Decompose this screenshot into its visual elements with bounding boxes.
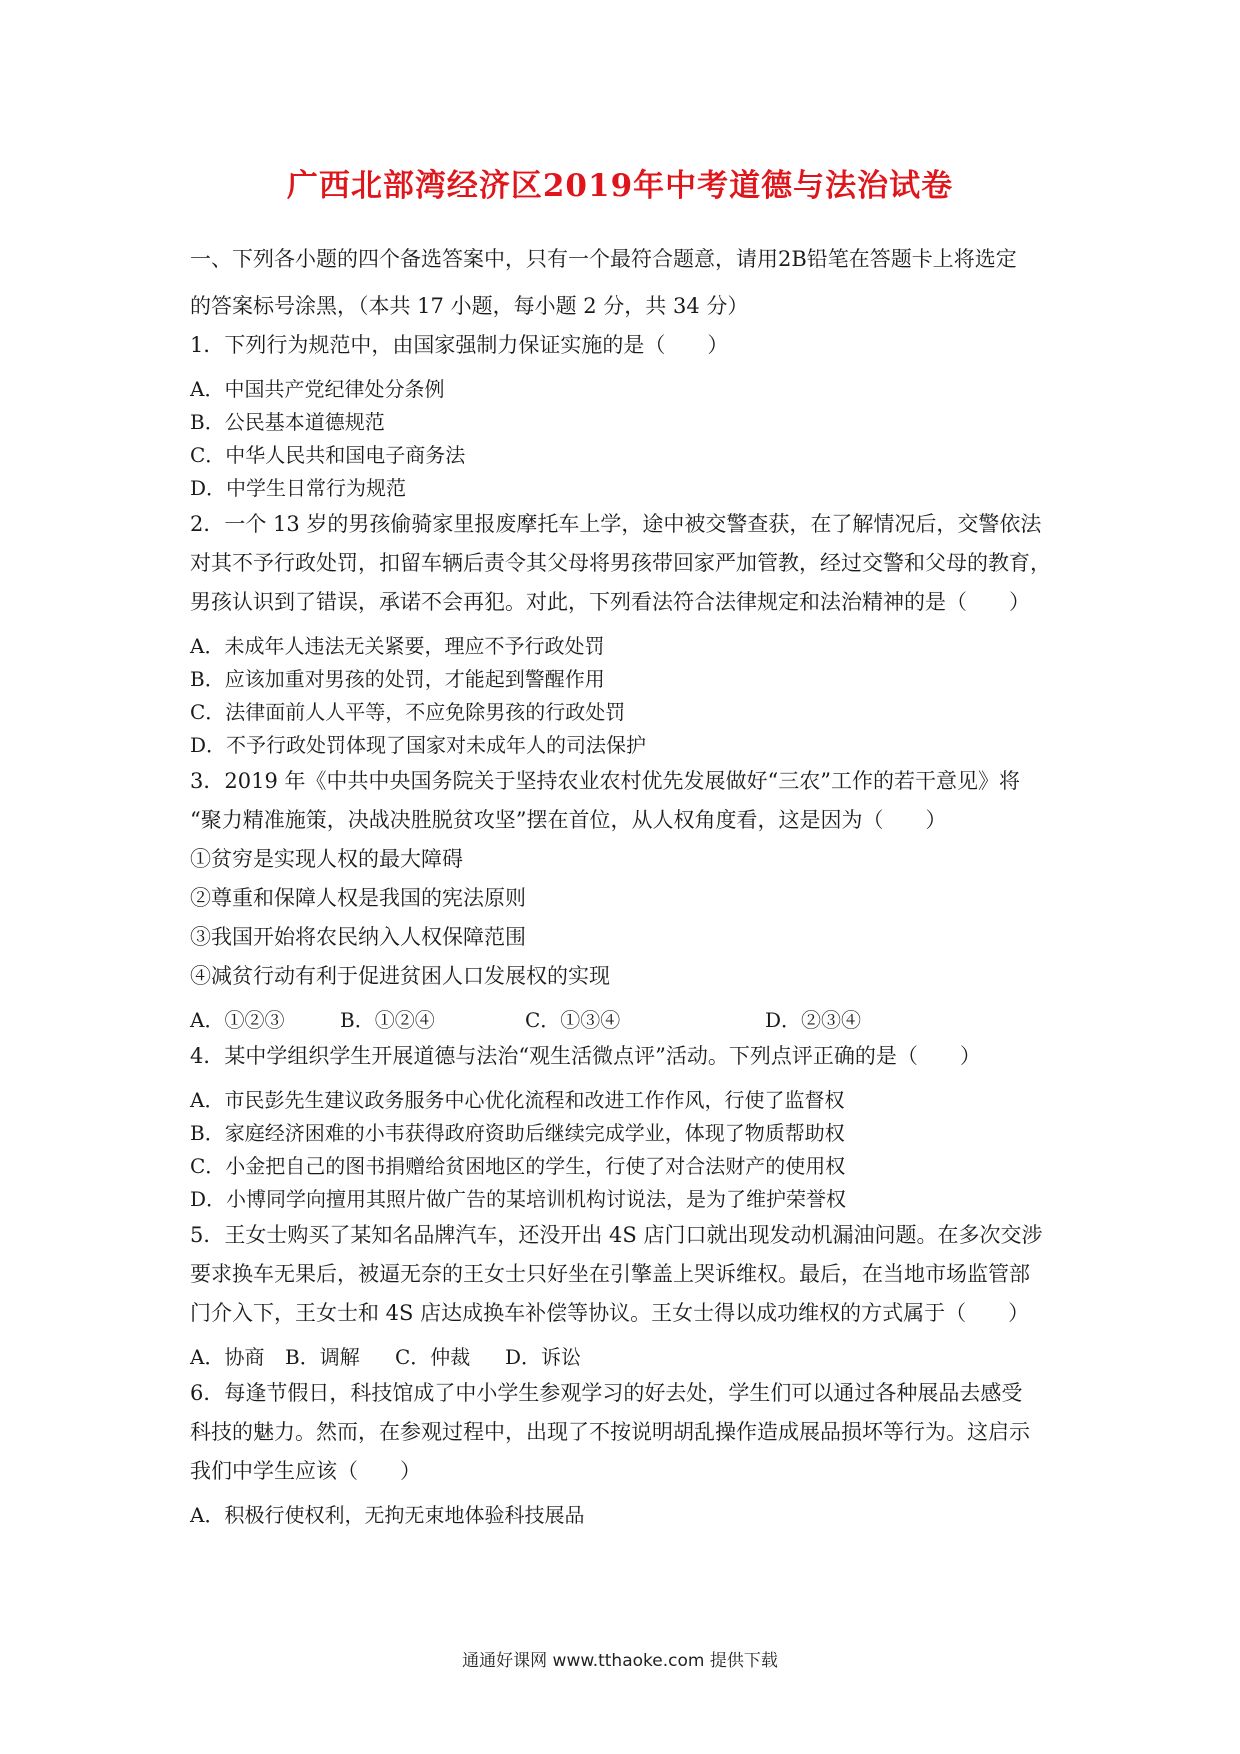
q3-options bbox=[190, 1004, 1060, 1037]
q6-option-a: A．积极行使权利，无拘无束地体验科技展品 bbox=[190, 1503, 585, 1527]
q2-option-d: D．不予行政处罚体现了国家对未成年人的司法保护 bbox=[190, 733, 647, 757]
q2-option-c: C．法律面前人人平等，不应免除男孩的行政处罚 bbox=[190, 700, 626, 724]
q4-stem: 4．某中学组织学生开展道德与法治“观生活微点评”活动。下列点评正确的是（ ） bbox=[190, 1044, 981, 1068]
q5-option-a: A．协商 bbox=[190, 1345, 265, 1369]
q5-stem-line1: 5．王女士购买了某知名品牌汽车，还没开出 4S 店门口就出现发动机漏油问题。在多次交涉 bbox=[190, 1223, 1043, 1247]
section-instruction-line1: 一、下列各小题的四个备选答案中，只有一个最符合题意，请用2B铅笔在答题卡上将选定 bbox=[190, 247, 1017, 271]
q2-stem-line3: 男孩认识到了错误，承诺不会再犯。对此，下列看法符合法律规定和法治精神的是（ ） bbox=[190, 590, 1030, 614]
q4-option-b: B．家庭经济困难的小韦获得政府资助后继续完成学业，体现了物质帮助权 bbox=[190, 1121, 845, 1145]
footer-source[interactable]: 通通好课网 www.tthaoke.com 提供下载 bbox=[462, 1651, 778, 1671]
q4-option-d: D．小博同学向擅用其照片做广告的某培训机构讨说法，是为了维护荣誉权 bbox=[190, 1187, 847, 1211]
q3-option-b: B．①②④ bbox=[340, 1008, 435, 1032]
q3-option-d: D．②③④ bbox=[765, 1008, 862, 1032]
q3-item-1: ①贫穷是实现人权的最大障碍 bbox=[190, 847, 463, 871]
exam-content bbox=[190, 240, 1060, 1532]
q3-option-a: A．①②③ bbox=[190, 1008, 285, 1032]
q5-stem-line3: 门介入下，王女士和 4S 店达成换车补偿等协议。王女士得以成功维权的方式属于（ ） bbox=[190, 1301, 1030, 1325]
q6-stem-line3: 我们中学生应该（ ） bbox=[190, 1459, 421, 1483]
q2-option-a: A．未成年人违法无关紧要，理应不予行政处罚 bbox=[190, 634, 605, 658]
q2-option-b: B．应该加重对男孩的处罚，才能起到警醒作用 bbox=[190, 667, 605, 691]
q5-option-b: B．调解 bbox=[285, 1345, 360, 1369]
q3-item-2: ②尊重和保障人权是我国的宪法原则 bbox=[190, 886, 526, 910]
q2-stem-line1: 2．一个 13 岁的男孩偷骑家里报废摩托车上学，途中被交警查获，在了解情况后，交警依法 bbox=[190, 512, 1042, 536]
q5-option-c: C．仲裁 bbox=[395, 1345, 471, 1369]
q5-option-d: D．诉讼 bbox=[505, 1345, 582, 1369]
q3-stem-line2: “聚力精准施策，决战决胜脱贫攻坚”摆在首位，从人权角度看，这是因为（ ） bbox=[190, 808, 947, 832]
q1-option-a: A．中国共产党纪律处分条例 bbox=[190, 377, 445, 401]
q1-option-c: C．中华人民共和国电子商务法 bbox=[190, 443, 466, 467]
q4-option-a: A．市民彭先生建议政务服务中心优化流程和改进工作作风，行使了监督权 bbox=[190, 1088, 845, 1112]
q1-stem: 1．下列行为规范中，由国家强制力保证实施的是（ ） bbox=[190, 333, 729, 357]
section-instruction-line2: 的答案标号涂黑，（本共 17 小题，每小题 2 分，共 34 分） bbox=[190, 294, 749, 318]
q2-stem-line2: 对其不予行政处罚，扣留车辆后责令其父母将男孩带回家严加管教，经过交警和父母的教育， bbox=[190, 551, 1051, 575]
q6-stem-line2: 科技的魅力。然而，在参观过程中，出现了不按说明胡乱操作造成展品损坏等行为。这启示 bbox=[190, 1420, 1030, 1444]
exam-title: 广西北部湾经济区2019年中考道德与法治试卷 bbox=[286, 168, 954, 204]
q1-option-b: B．公民基本道德规范 bbox=[190, 410, 385, 434]
q5-options bbox=[190, 1341, 1060, 1374]
q5-stem-line2: 要求换车无果后，被逼无奈的王女士只好坐在引擎盖上哭诉维权。最后，在当地市场监管部 bbox=[190, 1262, 1030, 1286]
q4-option-c: C．小金把自己的图书捐赠给贫困地区的学生，行使了对合法财产的使用权 bbox=[190, 1154, 846, 1178]
q1-option-d: D．中学生日常行为规范 bbox=[190, 476, 407, 500]
q3-item-4: ④减贫行动有利于促进贫困人口发展权的实现 bbox=[190, 964, 610, 988]
q3-item-3: ③我国开始将农民纳入人权保障范围 bbox=[190, 925, 526, 949]
q3-option-c: C．①③④ bbox=[525, 1008, 621, 1032]
q3-stem-line1: 3．2019 年《中共中央国务院关于坚持农业农村优先发展做好“三农”工作的若干意见》将 bbox=[190, 769, 1020, 793]
q6-stem-line1: 6．每逢节假日，科技馆成了中小学生参观学习的好去处，学生们可以通过各种展品去感受 bbox=[190, 1381, 1023, 1405]
